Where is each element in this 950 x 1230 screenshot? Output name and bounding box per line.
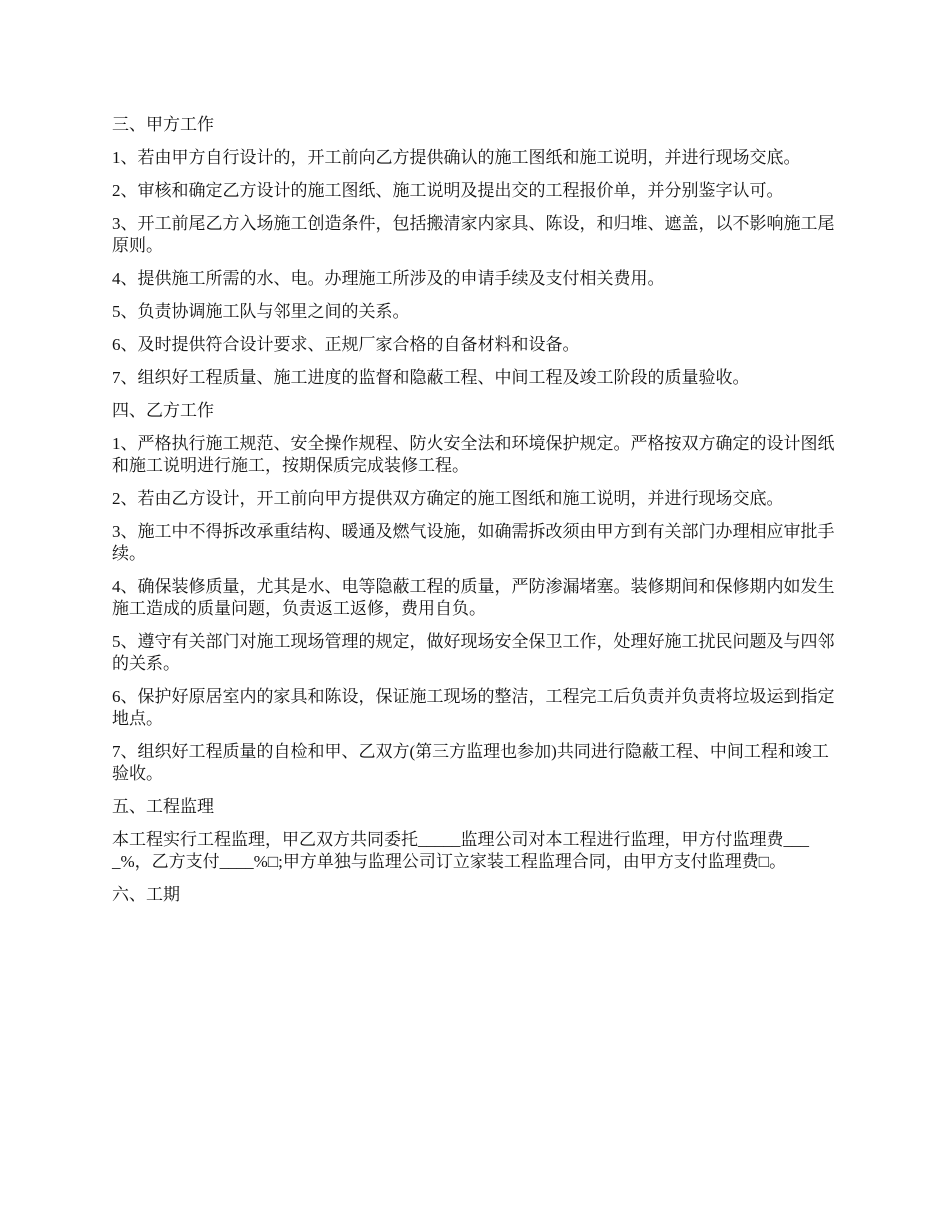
clause: 3、施工中不得拆改承重结构、暖通及燃气设施，如确需拆改须由甲方到有关部门办理相应审批手续。 (112, 522, 835, 563)
section-heading: 三、甲方工作 (112, 115, 214, 134)
clause: 3、开工前尾乙方入场施工创造条件，包括搬清家内家具、陈设，和归堆、遮盖，以不影响施工尾原则。 (112, 214, 835, 255)
clause: 1、若由甲方自行设计的，开工前向乙方提供确认的施工图纸和施工说明，并进行现场交底。 (112, 148, 801, 167)
clause: 7、组织好工程质量的自检和甲、乙双方(第三方监理也参加)共同进行隐蔽工程、中间工程和竣工验收。 (112, 742, 829, 783)
section-heading: 六、工期 (112, 885, 180, 904)
section-heading: 五、工程监理 (112, 797, 214, 816)
clause: 5、遵守有关部门对施工现场管理的规定，做好现场安全保卫工作，处理好施工扰民问题及与四邻的关系。 (112, 632, 835, 673)
clause: 7、组织好工程质量、施工进度的监督和隐蔽工程、中间工程及竣工阶段的质量验收。 (112, 368, 750, 387)
clause: 6、及时提供符合设计要求、正规厂家合格的自备材料和设备。 (112, 335, 580, 354)
clause: 本工程实行工程监理，甲乙双方共同委托_____监理公司对本工程进行监理，甲方付监理费____%，乙方支付____%□;甲方单独与监理公司订立家装工程监理合同，由甲方支付监理费□。 (112, 830, 809, 871)
section-heading: 四、乙方工作 (112, 401, 214, 420)
clause: 6、保护好原居室内的家具和陈设，保证施工现场的整洁，工程完工后负责并负责将垃圾运到指定地点。 (112, 687, 835, 728)
clause: 4、提供施工所需的水、电。办理施工所涉及的申请手续及支付相关费用。 (112, 269, 665, 288)
document-body (112, 114, 840, 917)
clause: 4、确保装修质量，尤其是水、电等隐蔽工程的质量，严防渗漏堵塞。装修期间和保修期内如发生施工造成的质量问题，负责返工返修，费用自负。 (112, 577, 835, 618)
clause: 5、负责协调施工队与邻里之间的关系。 (112, 302, 410, 321)
clause: 2、审核和确定乙方设计的施工图纸、施工说明及提出交的工程报价单，并分别鉴字认可。 (112, 181, 784, 200)
clause: 1、严格执行施工规范、安全操作规程、防火安全法和环境保护规定。严格按双方确定的设计图纸和施工说明进行施工，按期保质完成装修工程。 (112, 434, 835, 475)
clause: 2、若由乙方设计，开工前向甲方提供双方确定的施工图纸和施工说明，并进行现场交底。 (112, 489, 784, 508)
